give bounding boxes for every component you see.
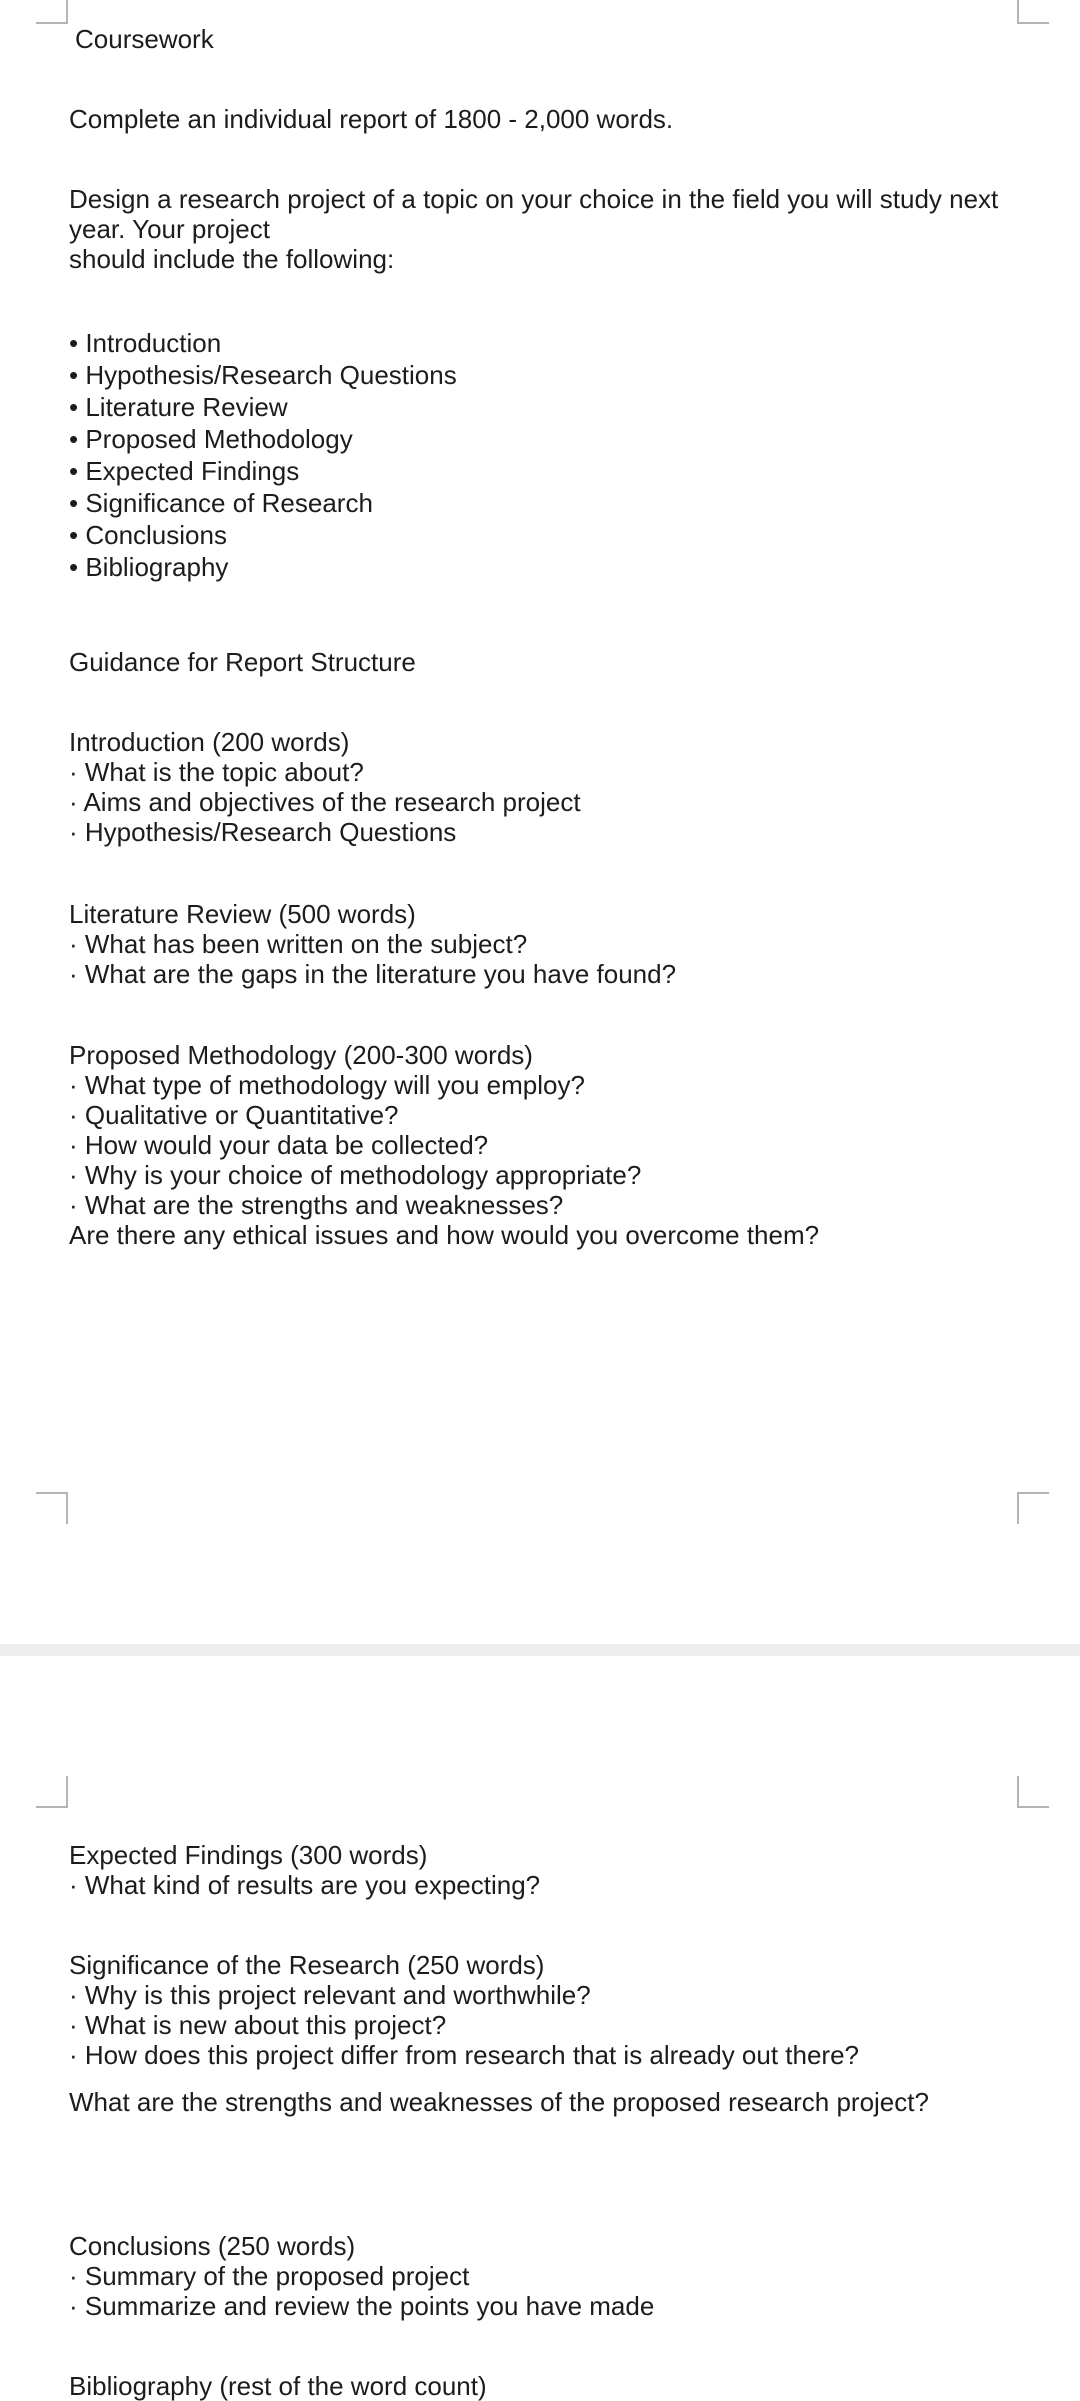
list-item: • Expected Findings: [69, 456, 300, 486]
section-points: [69, 2261, 1029, 2321]
guidance-heading: Guidance for Report Structure: [69, 647, 416, 677]
intro-paragraph: Complete an individual report of 1800 - 2,000 words.: [69, 104, 674, 134]
list-item: • Hypothesis/Research Questions: [69, 360, 457, 390]
section-heading: Introduction (200 words): [69, 727, 350, 757]
list-item: · How does this project differ from research that is already out there?: [69, 2040, 860, 2070]
bibliography-section: [69, 2371, 1029, 2401]
section-points: [69, 1980, 1029, 2070]
section-closing-question: What are the strengths and weaknesses of the proposed research project?: [69, 2087, 929, 2117]
required-sections-list: [69, 327, 1029, 583]
section-points: [69, 929, 1029, 989]
list-item: · What has been written on the subject?: [69, 929, 528, 959]
list-item: • Bibliography: [69, 552, 229, 582]
section-heading: Significance of the Research (250 words): [69, 1950, 545, 1980]
methodology-section: [69, 1040, 1029, 1250]
list-item: • Introduction: [69, 328, 222, 358]
page-corner-mark: [36, 1776, 68, 1808]
list-item: • Proposed Methodology: [69, 424, 353, 454]
section-heading: Proposed Methodology (200-300 words): [69, 1040, 533, 1070]
list-item: · How would your data be collected?: [69, 1130, 489, 1160]
task-line: Design a research project of a topic on your choice in the field you will study next year. Your project: [69, 184, 999, 244]
page-corner-mark: [1017, 0, 1049, 24]
list-item: • Literature Review: [69, 392, 288, 422]
list-item: · What are the gaps in the literature you have found?: [69, 959, 677, 989]
expected-findings-section: [69, 1840, 1029, 1900]
list-item: · Aims and objectives of the research project: [69, 787, 581, 817]
section-heading: Expected Findings (300 words): [69, 1840, 428, 1870]
list-item: · Hypothesis/Research Questions: [69, 817, 457, 847]
page-corner-mark: [36, 0, 68, 24]
section-heading: Conclusions (250 words): [69, 2231, 356, 2261]
page-corner-mark: [1017, 1776, 1049, 1808]
section-closing-question: Are there any ethical issues and how would you overcome them?: [69, 1220, 820, 1250]
page-corner-mark: [1017, 1492, 1049, 1524]
introduction-section: [69, 727, 1029, 847]
conclusions-section: [69, 2231, 1029, 2321]
section-heading: Literature Review (500 words): [69, 899, 416, 929]
literature-review-section: [69, 899, 1029, 989]
document-page-2: [0, 1656, 1080, 2400]
significance-section: [69, 1950, 1029, 2117]
page-corner-mark: [36, 1492, 68, 1524]
list-item: · Why is your choice of methodology appropriate?: [69, 1160, 642, 1190]
list-item: · What kind of results are you expecting?: [69, 1870, 541, 1900]
task-paragraph: [69, 184, 1029, 274]
section-points: [69, 1870, 1029, 1900]
section-heading: Bibliography (rest of the word count): [69, 2371, 487, 2401]
list-item: · Qualitative or Quantitative?: [69, 1100, 399, 1130]
list-item: · What is the topic about?: [69, 757, 364, 787]
list-item: · Summary of the proposed project: [69, 2261, 470, 2291]
list-item: · What is new about this project?: [69, 2010, 447, 2040]
list-item: • Conclusions: [69, 520, 227, 550]
page-separator: [0, 1644, 1080, 1656]
list-item: · What are the strengths and weaknesses?: [69, 1190, 564, 1220]
task-line: should include the following:: [69, 244, 395, 274]
list-item: • Significance of Research: [69, 488, 373, 518]
section-points: [69, 1070, 1029, 1220]
list-item: · Summarize and review the points you have made: [69, 2291, 655, 2321]
list-item: · What type of methodology will you employ?: [69, 1070, 585, 1100]
list-item: · Why is this project relevant and worthwhile?: [69, 1980, 591, 2010]
section-points: [69, 757, 1029, 847]
document-title: Coursework: [75, 24, 214, 54]
